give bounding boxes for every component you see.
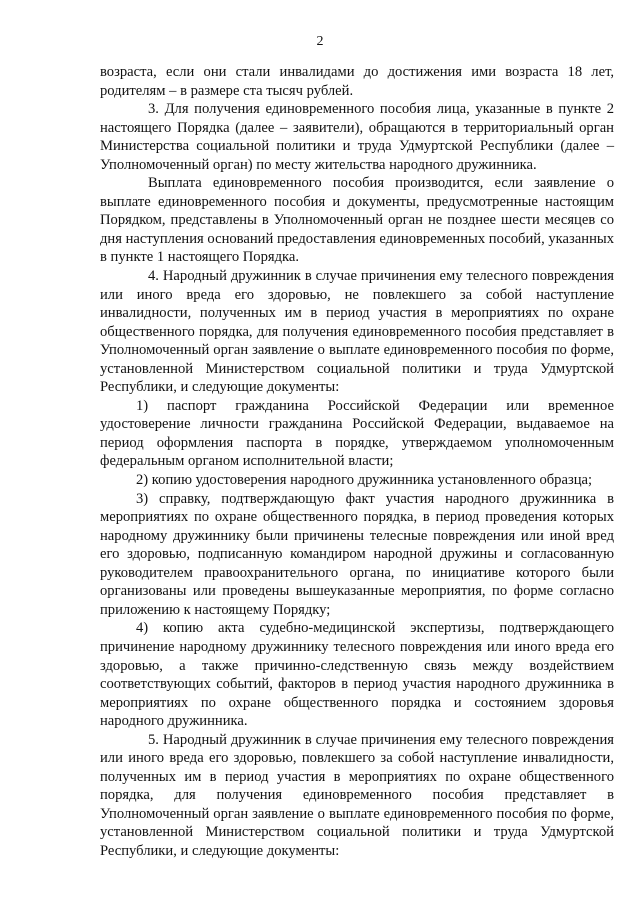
page-number: 2 bbox=[316, 34, 324, 49]
list-item-4: 4) копию акта судебно-медицинской экспертизы, подтверждающего причинение народному дружиннику телесного повреждения или иного вреда его здоровью, а также причинно-следственную связь между воздействием соответствующих событий, факторов в период участия народного дружинника в мероприятиях по охране общественного порядка и состоянием здоровья народного дружинника. bbox=[100, 620, 614, 730]
paragraph-item-5: 5. Народный дружинник в случае причинения ему телесного повреждения или иного вреда его здоровью, повлекшего за собой наступление инвалидности, полученных им в период участия в мероприятиях по охране общественного порядка, для получения единовременного пособия представляет в Уполномоченный орган заявление о выплате единовременного пособия по форме, установленной Министерством социальной политики и труда Удмуртской Республики, и следующие документы: bbox=[100, 731, 614, 859]
document-body bbox=[100, 63, 614, 861]
paragraph-item-3: 3. Для получения единовременного пособия лица, указанные в пункте 2 настоящего Порядка (далее – заявители), обращаются в территориальный орган Министерства социальной политики и труда Удмуртской Республики (далее – Уполномоченный орган) по месту жительства народного дружинника. bbox=[100, 101, 614, 173]
paragraph-continuation: возраста, если они стали инвалидами до достижения ими возраста 18 лет, родителям – в размере ста тысяч рублей. bbox=[100, 64, 614, 99]
paragraph-item-4: 4. Народный дружинник в случае причинения ему телесного повреждения или иного вреда его здоровью, не повлекшего за собой наступление инвалидности, полученных им в период участия в мероприятиях по охране общественного порядка, для получения единовременного пособия представляет в Уполномоченный орган заявление о выплате единовременного пособия по форме, установленной Министерством социальной политики и труда Удмуртской Республики, и следующие документы: bbox=[100, 268, 614, 396]
list-item-2: 2) копию удостоверения народного дружинника установленного образца; bbox=[136, 472, 593, 489]
paragraph-payment-terms: Выплата единовременного пособия производится, если заявление о выплате единовременного пособия и документы, предусмотренные настоящим Порядком, представлены в Уполномоченный орган не позднее шести месяцев со дня наступления оснований предоставления единовременных пособий, указанных в пункте 1 настоящего Порядка. bbox=[100, 175, 614, 266]
list-item-1: 1) паспорт гражданина Российской Федерации или временное удостоверение личности гражданина Российской Федерации, выдаваемое на период оформления паспорта в порядке, утверждаемом уполномоченным федеральным органом исполнительной власти; bbox=[100, 397, 614, 470]
list-item-3: 3) справку, подтверждающую факт участия народного дружинника в мероприятиях по охране общественного порядка, в период проведения которых народному дружиннику были причинены телесные повреждения или иной вред его здоровью, подписанную командиром народной дружины и согласованную руководителем правоохранительного органа, по инициативе которого были организованы или проведены вышеуказанные мероприятия, по форме согласно приложению к настоящему Порядку; bbox=[100, 490, 614, 618]
